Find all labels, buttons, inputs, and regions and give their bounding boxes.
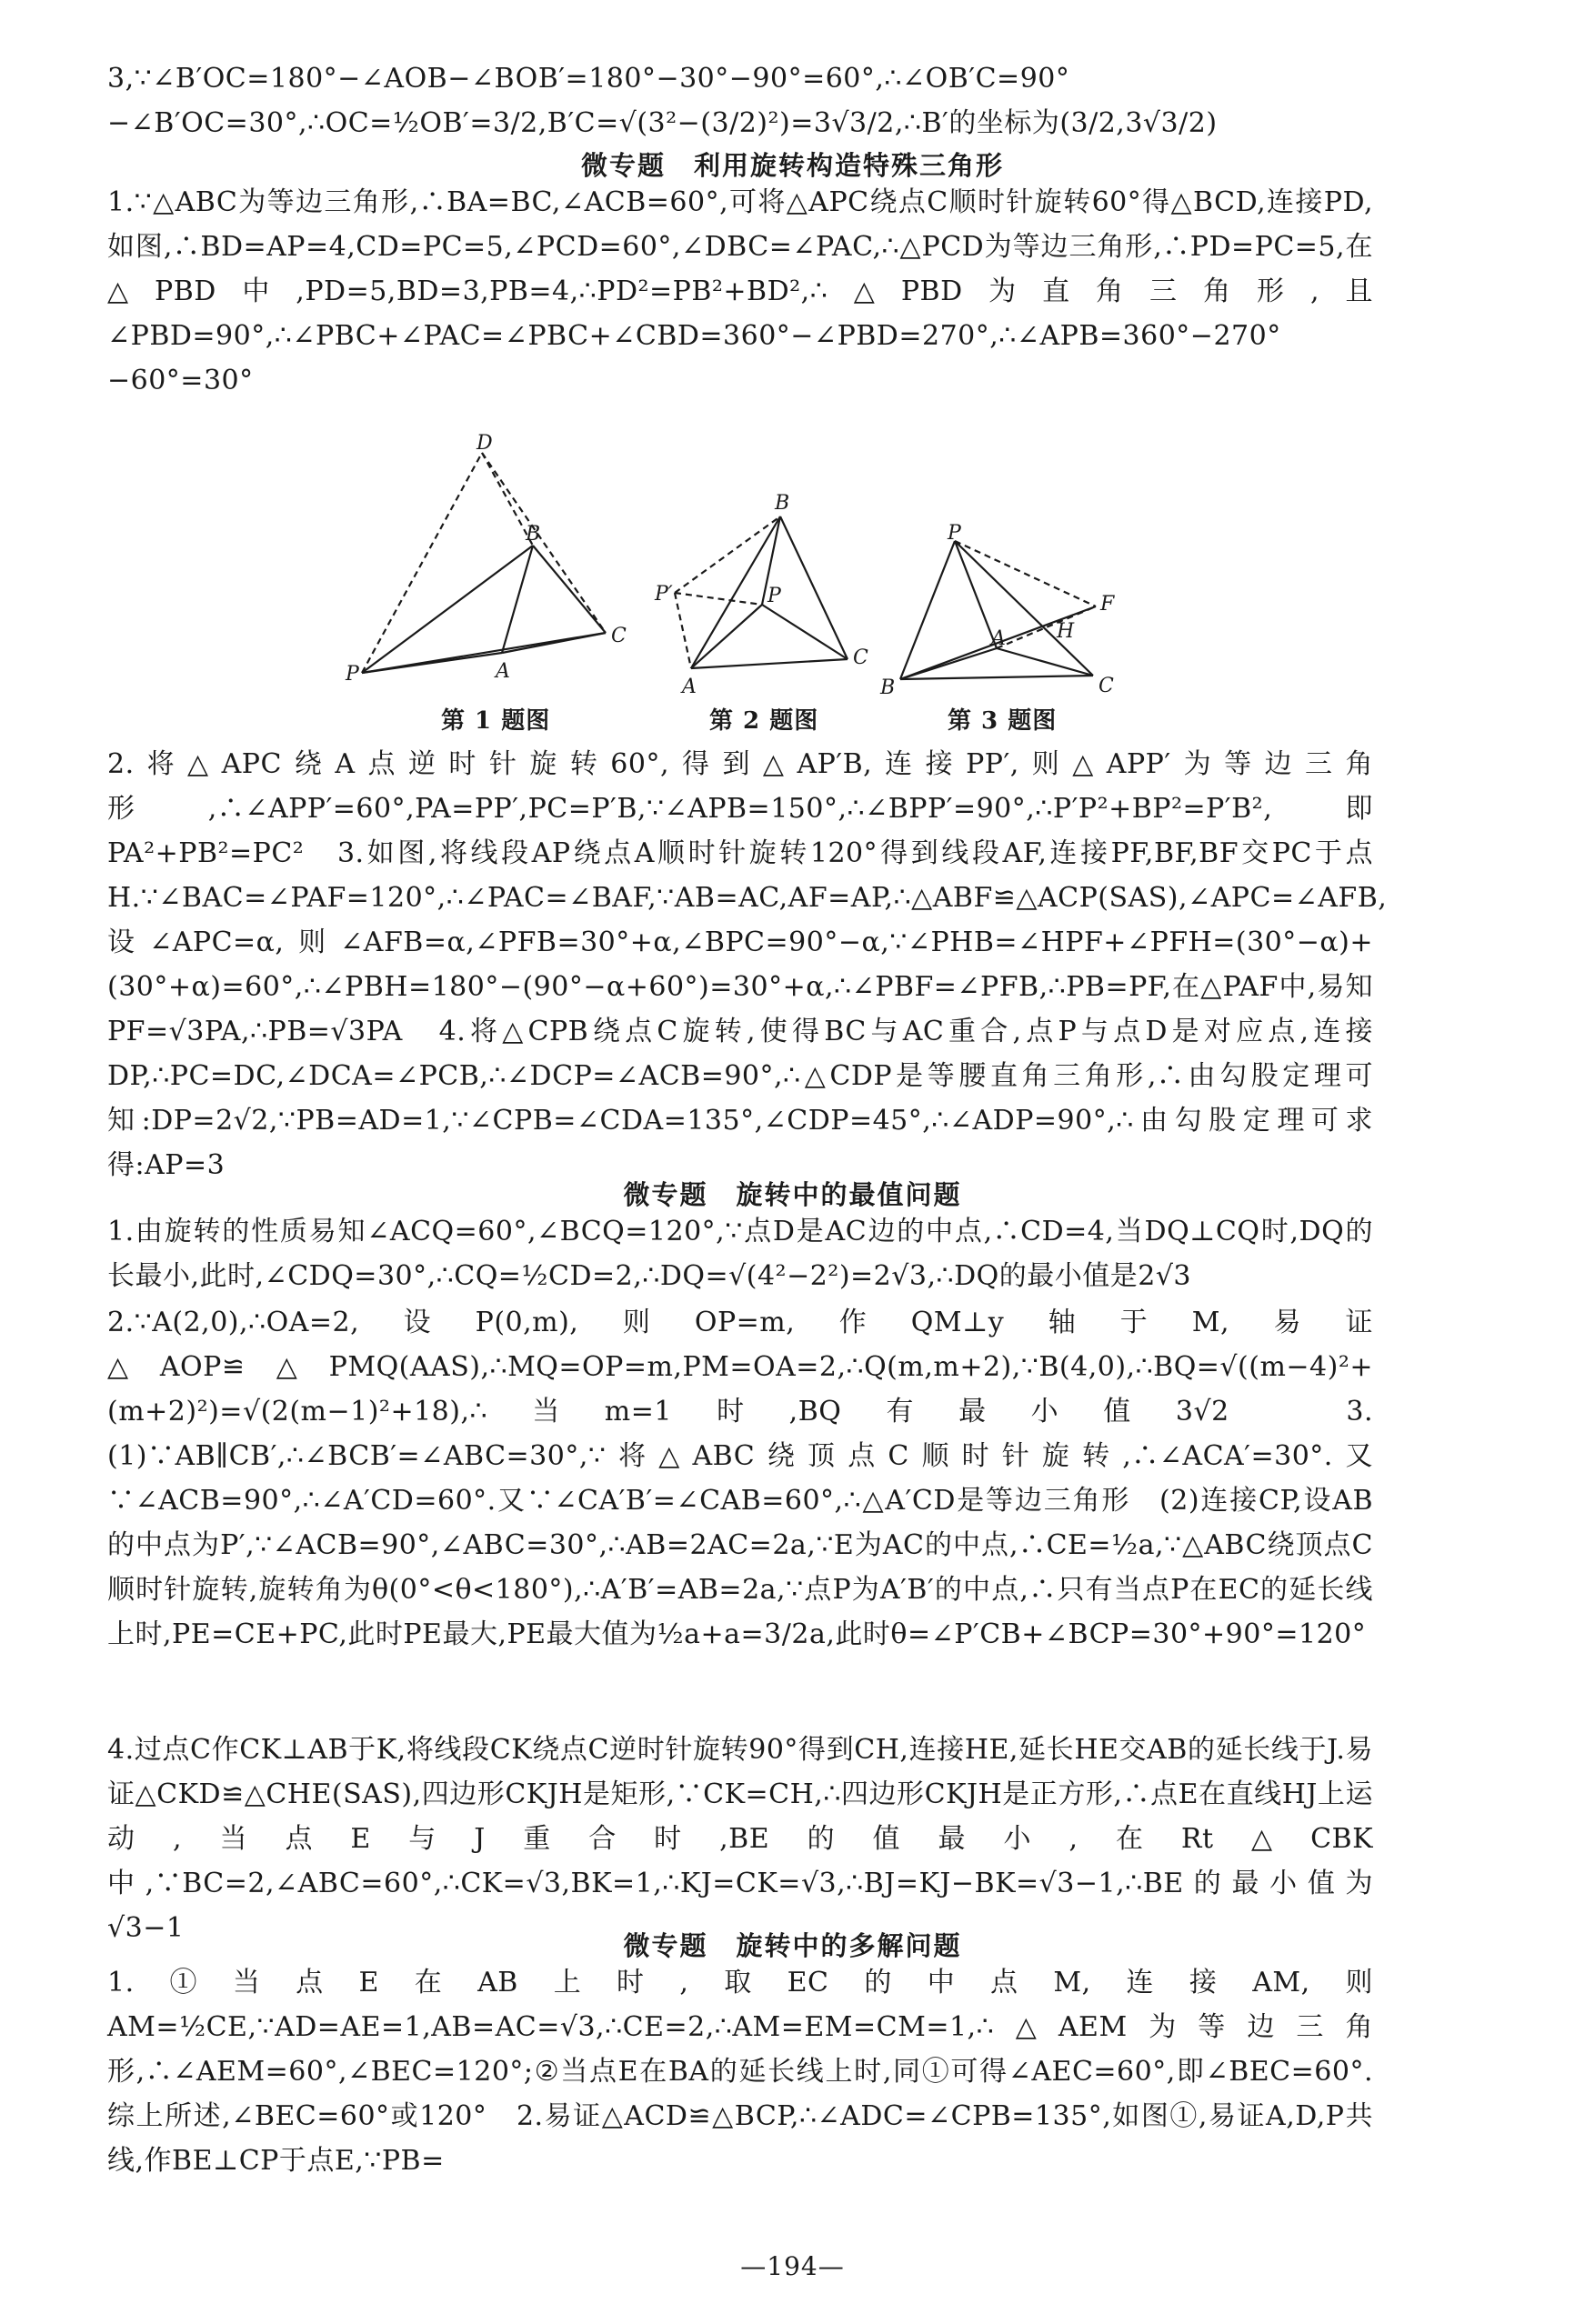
intro-paragraph: 3,∵∠B′OC=180°−∠AOB−∠BOB′=180°−30°−90°=60°,∴∠OB′C=90°−∠B′OC=30°,∴OC=½OB′=3/2,B′C=√(3²−(3/2)²)=3√3/2,∴B′的坐标为(3/2,3√3/2) bbox=[107, 63, 1218, 139]
figure-3-caption: 第 3 题图 bbox=[948, 707, 1058, 735]
solutions-multiple-solutions: 1.①当点E在AB上时,取EC的中点M,连接AM,则AM=½CE,∵AD=AE=1,AB=AC=√3,∴CE=2,∴AM=EM=CM=1,∴△AEM为等边三角形,∴∠AEM=60°,∠BEC=120°;②当点E在BA的延长线上时,同①可得∠AEC=60°,即∠BEC=60°.综上所述,∠BEC=60°或120° 2.易证△ACD≌△BCP,∴∠ADC=∠CPB=135°,如图①,易证A,D,P共线,作BE⊥CP于点E,∵PB= bbox=[107, 1967, 1373, 2177]
fig3-label-b: B bbox=[880, 676, 896, 699]
solutions-2-3-extreme-values: 2.∵A(2,0),∴OA=2,设P(0,m),则OP=m,作QM⊥y轴于M,易证△AOP≌△PMQ(AAS),∴MQ=OP=m,PM=OA=2,∴Q(m,m+2),∵B(4,0),∴BQ=√((m−4)²+(m+2)²)=√(2(m−1)²+18),∴当m=1时,BQ有最小值3√2 3.(1)∵AB∥CB′,∴∠BCB′=∠ABC=30°,∵将△ABC绕顶点C顺时针旋转,∴∠ACA′=30°.又∵∠ACB=90°,∴∠A′CD=60°.又∵∠CA′B′=∠CAB=60°,∴△A′CD是等边三角形 (2)连接CP,设AB的中点为P′,∵∠ACB=90°,∠ABC=30°,∴AB=2AC=2a,∵E为AC的中点,∴CE=½a,∵△ABC绕顶点C顺时针旋转,旋转角为θ(0°<θ<180°),∴A′B′=AB=2a,∵点P为A′B′的中点,∴只有当点P在EC的延长线上时,PE=CE+PC,此时PE最大,PE最大值为½a+a=3/2a,此时θ=∠P′CB+∠BCP=30°+90°=120° bbox=[107, 1307, 1373, 1650]
fig2-segment-ap bbox=[691, 605, 762, 668]
fig1-label-c: C bbox=[611, 625, 627, 647]
fig2-segment-p-prime-p bbox=[675, 593, 762, 605]
fig3-label-h: H bbox=[1057, 620, 1075, 643]
fig2-label-b: B bbox=[775, 492, 790, 515]
figure-1-diagram bbox=[346, 432, 637, 709]
fig2-label-p-prime: P′ bbox=[655, 583, 673, 606]
fig3-label-a: A bbox=[991, 627, 1006, 650]
figure-1-caption: 第 1 题图 bbox=[441, 707, 551, 735]
figure-2-diagram bbox=[655, 491, 882, 700]
figure-3 bbox=[873, 522, 1137, 700]
section-title-extreme-values: 微专题 旋转中的最值问题 bbox=[623, 1179, 962, 1210]
figure-2-caption: 第 2 题图 bbox=[709, 707, 819, 735]
fig1-label-a: A bbox=[496, 660, 510, 683]
fig2-segment-p-prime-b bbox=[675, 516, 780, 593]
fig3-label-f: F bbox=[1100, 593, 1115, 616]
page-number: —194— bbox=[740, 2251, 845, 2281]
fig1-segment-pd bbox=[362, 453, 482, 673]
fig2-label-p: P bbox=[767, 585, 781, 607]
section-title-multiple-solutions: 微专题 旋转中的多解问题 bbox=[623, 1930, 962, 1961]
figure-1 bbox=[346, 432, 637, 709]
fig1-label-p: P bbox=[346, 663, 359, 686]
solutions-2-to-4-special-triangles: 2.将△APC绕A点逆时针旋转60°,得到△AP′B,连接PP′,则△APP′为等边三角形,∴∠APP′=60°,PA=PP′,PC=P′B,∵∠APB=150°,∴∠BPP′=90°,∴P′P²+BP²=P′B²,即PA²+PB²=PC² 3.如图,将线段AP绕点A顺时针旋转120°得到线段AF,连接PF,BF,BF交PC于点H.∵∠BAC=∠PAF=120°,∴∠PAC=∠BAF,∵AB=AC,AF=AP,∴△ABF≌△ACP(SAS),∠APC=∠AFB,设∠APC=α,则∠AFB=α,∠PFB=30°+α,∠BPC=90°−α,∵∠PHB=∠HPF+∠PFH=(30°−α)+(30°+α)=60°,∴∠PBH=180°−(90°−α+60°)=30°+α,∴∠PBF=∠PFB,∴PB=PF,在△PAF中,易知PF=√3PA,∴PB=√3PA 4.将△CPB绕点C旋转,使得BC与AC重合,点P与点D是对应点,连接DP,∴PC=DC,∠DCA=∠PCB,∴∠DCP=∠ACB=90°,∴△CDP是等腰直角三角形,∴由勾股定理可知:DP=2√2,∵PB=AD=1,∵∠CPB=∠CDA=135°,∠CDP=45°,∴∠ADP=90°,∴由勾股定理可求得:AP=3 bbox=[107, 748, 1388, 1181]
fig2-label-a: A bbox=[682, 676, 697, 698]
fig1-segment-pb bbox=[362, 546, 533, 673]
section-title-special-triangles: 微专题 利用旋转构造特殊三角形 bbox=[580, 150, 1004, 181]
fig3-label-c: C bbox=[1098, 675, 1114, 697]
fig2-label-c: C bbox=[853, 646, 868, 669]
fig3-segment-bc bbox=[900, 676, 1093, 679]
solution-1-special-triangles: 1.∵△ABC为等边三角形,∴BA=BC,∠ACB=60°,可将△APC绕点C顺时针旋转60°得△BCD,连接PD,如图,∴BD=AP=4,CD=PC=5,∠PCD=60°,∠DBC=∠PAC,∴△PCD为等边三角形,∴PD=PC=5,在△PBD中,PD=5,BD=3,PB=4,∴PD²=PB²+BD²,∴△PBD为直角三角形,且∠PBD=90°,∴∠PBC+∠PAC=∠PBC+∠CBD=360°−∠PBD=270°,∴∠APB=360°−270°−60°=30° bbox=[107, 186, 1373, 396]
fig3-label-p: P bbox=[948, 522, 961, 545]
solution-4-extreme-values: 4.过点C作CK⊥AB于K,将线段CK绕点C逆时针旋转90°得到CH,连接HE,延长HE交AB的延长线于J.易证△CKD≌△CHE(SAS),四边形CKJH是矩形,∵CK=CH,∴四边形CKJH是正方形,∴点E在直线HJ上运动,当点E与J重合时,BE的值最小,在Rt△CBK中,∵BC=2,∠ABC=60°,∴CK=√3,BK=1,∴KJ=CK=√3,∴BJ=KJ−BK=√3−1,∴BE的最小值为√3−1 bbox=[107, 1734, 1373, 1944]
figure-2 bbox=[655, 491, 882, 700]
fig2-segment-ac bbox=[691, 659, 848, 668]
fig3-segment-af bbox=[997, 606, 1096, 648]
fig1-label-d: D bbox=[477, 432, 493, 455]
figure-3-diagram bbox=[873, 522, 1137, 700]
fig1-segment-ba bbox=[502, 546, 533, 653]
fig1-segment-pc bbox=[362, 633, 606, 673]
fig3-segment-pb bbox=[900, 541, 955, 679]
fig2-segment-p-prime-a bbox=[675, 593, 691, 668]
fig1-segment-bc bbox=[533, 546, 606, 633]
fig1-label-b: B bbox=[526, 523, 541, 546]
fig1-segment-dc bbox=[482, 453, 606, 633]
solution-1-extreme-values: 1.由旋转的性质易知∠ACQ=60°,∠BCQ=120°,∵点D是AC边的中点,∴CD=4,当DQ⊥CQ时,DQ的长最小,此时,∠CDQ=30°,∴CQ=½CD=2,∴DQ=√(4²−2²)=2√3,∴DQ的最小值是2√3 bbox=[107, 1216, 1373, 1292]
